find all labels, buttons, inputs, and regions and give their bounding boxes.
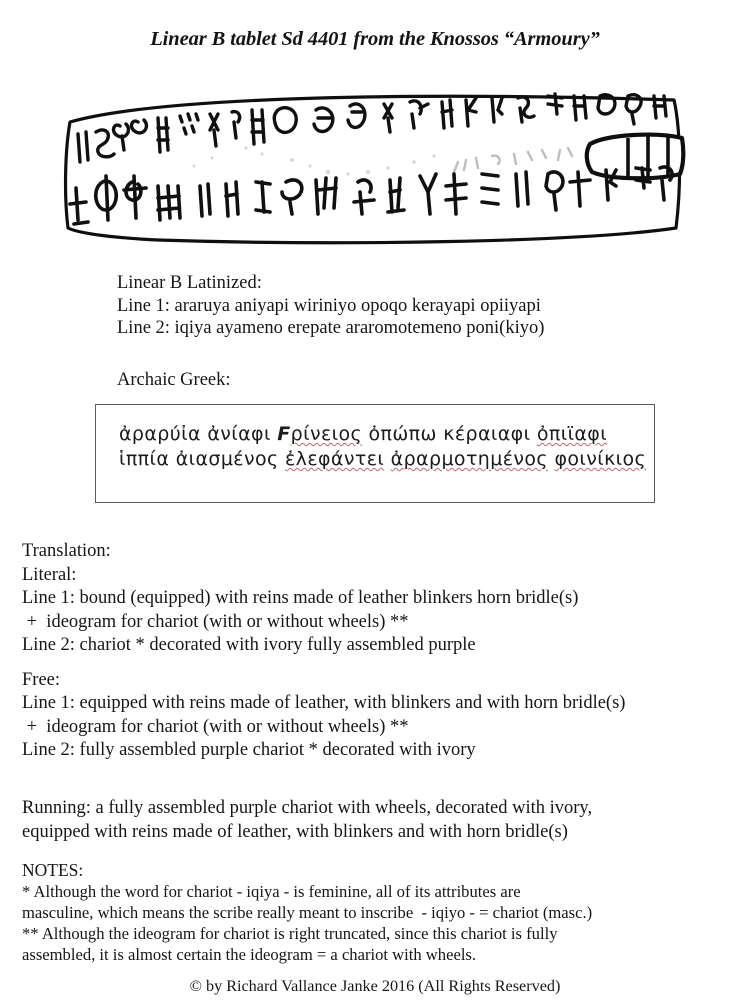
free-line-2: Line 2: fully assembled purple chariot * decorated with ivory xyxy=(22,740,476,760)
running-translation-block xyxy=(22,796,728,844)
greek-l2-part-d: ἀραρμοτημένος xyxy=(390,448,548,470)
literal-heading: Literal: xyxy=(22,564,77,585)
free-heading: Free: xyxy=(22,669,61,690)
digamma-letter: Ϝ xyxy=(277,423,291,445)
archaic-greek-line-1 xyxy=(119,422,639,447)
greek-l2-part-b: ἐλεφάντει xyxy=(285,448,385,470)
greek-l1-part-a: ἀραρύἰα ἀνίαφι xyxy=(119,423,278,445)
note-2-line-2: assembled, it is almost certain the ideogram = a chariot with wheels. xyxy=(22,945,477,964)
page-title: Linear B tablet Sd 4401 from the Knossos “Armoury” xyxy=(150,28,600,50)
greek-l1-part-b: ρίνειος xyxy=(290,423,363,445)
archaic-greek-lines xyxy=(119,422,647,472)
translation-heading: Translation: xyxy=(22,541,111,561)
greek-l2-part-a: ἱππία ἀιασμένος xyxy=(119,448,286,470)
translation-block xyxy=(22,540,728,763)
literal-line-2: Line 2: chariot * decorated with ivory fully assembled purple xyxy=(22,635,476,655)
latinized-block xyxy=(117,272,677,340)
running-line-2: equipped with reins made of leather, with blinkers and with horn bridle(s) xyxy=(22,822,568,842)
latinized-heading: Linear B Latinized: xyxy=(117,273,262,293)
latinized-line-2: Line 2: iqiya ayameno erepate araromotemeno poni(kiyo) xyxy=(117,318,545,338)
greek-l1-part-c: ὀπώπω κέραιαφι xyxy=(362,423,537,445)
archaic-greek-heading: Archaic Greek: xyxy=(117,370,231,390)
literal-line-1-cont: + ideogram for chariot (with or without wheels) ** xyxy=(22,611,409,632)
running-line-1: Running: a fully assembled purple chariot with wheels, decorated with ivory, xyxy=(22,798,593,818)
copyright-notice: © by Richard Vallance Janke 2016 (All Rights Reserved) xyxy=(189,977,561,995)
latinized-line-1: Line 1: araruya aniyapi wiriniyo opoqo kerayapi opiiyapi xyxy=(117,295,541,316)
note-1-line-2: masculine, which means the scribe really meant to inscribe - iqiyo - = chariot (masc.) xyxy=(22,903,593,922)
note-2-line-1: ** Although the ideogram for chariot is right truncated, since this chariot is fully xyxy=(22,924,558,943)
archaic-greek-line-2 xyxy=(119,447,647,472)
free-line-1-cont: + ideogram for chariot (with or without wheels) ** xyxy=(22,716,409,737)
greek-l2-part-f: φοινίκιος xyxy=(554,448,647,470)
greek-l1-part-d: ὀπιϊαφι xyxy=(536,423,608,445)
chariot-ideogram-truncated xyxy=(587,135,684,179)
literal-line-1: Line 1: bound (equipped) with reins made of leather blinkers horn bridle(s) xyxy=(22,588,579,608)
notes-block xyxy=(22,860,734,965)
section-gap xyxy=(22,658,728,669)
free-line-1: Line 1: equipped with reins made of leather, with blinkers and with horn bridle(s) xyxy=(22,693,626,713)
notes-heading: NOTES: xyxy=(22,860,84,880)
linear-b-tablet-drawing xyxy=(62,88,686,252)
archaic-greek-box xyxy=(95,404,655,503)
note-1-line-1: * Although the word for chariot - iqiya - is feminine, all of its attributes are xyxy=(22,882,521,901)
